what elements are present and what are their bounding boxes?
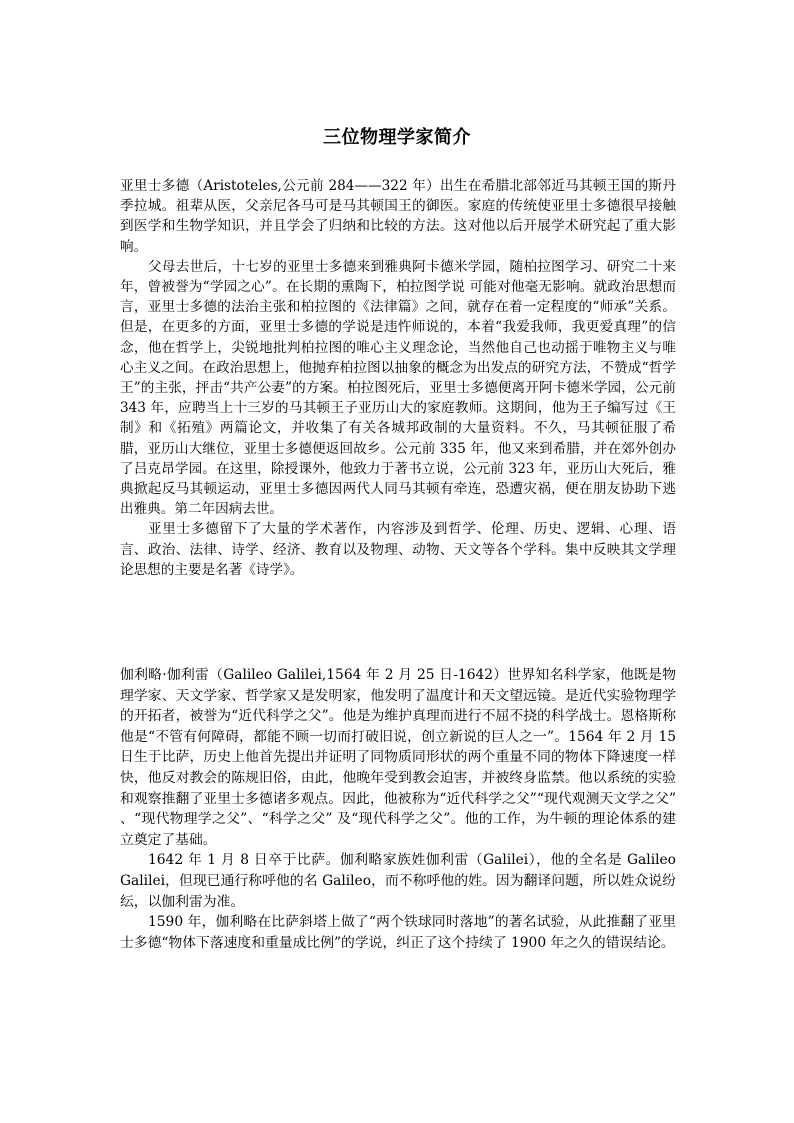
paragraph: 1590 年，伽利略在比萨斜塔上做了“两个铁球同时落地”的著名试验，从此推翻了亚里士多德“物体下落速度和重量成比例”的学说，纠正了这个持续了 1900 年之久的错误结论。 [120,914,676,951]
section-galileo [120,665,676,953]
document-title: 三位物理学家简介 [323,127,471,148]
person-name: 亚里士多德 [120,178,190,194]
section-aristotle [120,176,676,580]
paragraph: 亚里士多德留下了大量的学术著作，内容涉及到哲学、伦理、历史、逻辑、心理、语言、政治、法律、诗学、经济、教育以及物理、动物、天文等各个学科。集中反映其文学理论思想的主要是名著《诗学》。 [120,521,676,578]
paragraph [120,176,676,257]
paragraph: 父母去世后，十七岁的亚里士多德来到雅典阿卡德米学园，随柏拉图学习、研究二十来年，曾被誉为“学园之心”。在长期的熏陶下，柏拉图学说 可能对他毫无影响。就政治思想而言，亚里士多德的法治主张和柏拉图的《法律篇》之间，就存在着一定程度的“师承”关系。但是，在更多的方面，亚里士多德的学说是违忤师说的，本着“我爱我师，我更爱真理”的信念，他在哲学上，尖锐地批判柏拉图的唯心主义理念论，当然他自己也动摇于唯物主义与唯心主义之间。在政治思想上，他抛弃柏拉图以抽象的概念为出发点的研究方法，不赞成“哲学王”的主张，抨击“共产公妻”的方案。柏拉图死后，亚里士多德便离开阿卡德米学园，公元前 343 年，应聘当上十三岁的马其顿王子亚历山大的家庭教师。这期间，他为王子编写过《王制》和《拓殖》两篇论文，并收集了有关各城邦政制的大量资料。不久，马其顿征服了希腊，亚历山大继位，亚里士多德便返回故乡。公元前 335 年，他又来到希腊，并在郊外创办了吕克昂学园。在这里，除授课外，他致力于著书立说，公元前 323 年，亚历山大死后，雅典掀起反马其顿运动，亚里士多德因两代人同马其顿有牵连，恐遭灾祸，便在朋友协助下逃出雅典。第二年因病去世。 [120,258,676,518]
paragraph: 1642 年 1 月 8 日卒于比萨。伽利略家族姓伽利雷（Galilei），他的全名是 Galileo Galilei，但现已通行称呼他的名 Galileo，而不称呼他的姓。因为翻译问题，所以姓众说纷纭，以伽利雷为准。 [120,852,676,910]
paragraph-text: （Aristoteles,公元前 284——322 年）出生在希腊北部邻近马其顿王国的斯丹季拉城。祖辈从医，父亲尼各马可是马其顿国王的御医。家庭的传统使亚里士多德很早接触到医学和生物学知识，并且学会了归纳和比较的方法。这对他以后开展学术研究起了重大影响。 [120,178,677,255]
paragraph [120,665,676,850]
person-name: 伽利略·伽利雷 [120,667,210,683]
paragraph-text: （Galileo Galilei,1564 年 2 月 25 日-1642）世界知名科学家，他既是物理学家、天文学家、哲学家又是发明家，他发明了温度计和天文望远镜。是近代实验物理学的开拓者，被誉为“近代科学之父”。他是为维护真理而进行不屈不挠的科学战士。恩格斯称他是“不管有何障碍，都能不顾一切而打破旧说，创立新说的巨人之一”。1564 年 2 月 15 日生于比萨，历史上他首先提出并证明了同物质同形状的两个重量不同的物体下降速度一样快，他反对教会的陈规旧俗，由此，他晚年受到教会迫害，并被终身监禁。他以系统的实验和观察推翻了亚里士多德诸多观点。因此，他被称为“近代科学之父”“现代观测天文学之父” 、“现代物理学之父”、“科学之父” 及“现代科学之父”。他的工作，为牛顿的理论体系的建立奠定了基础。 [120,667,677,848]
